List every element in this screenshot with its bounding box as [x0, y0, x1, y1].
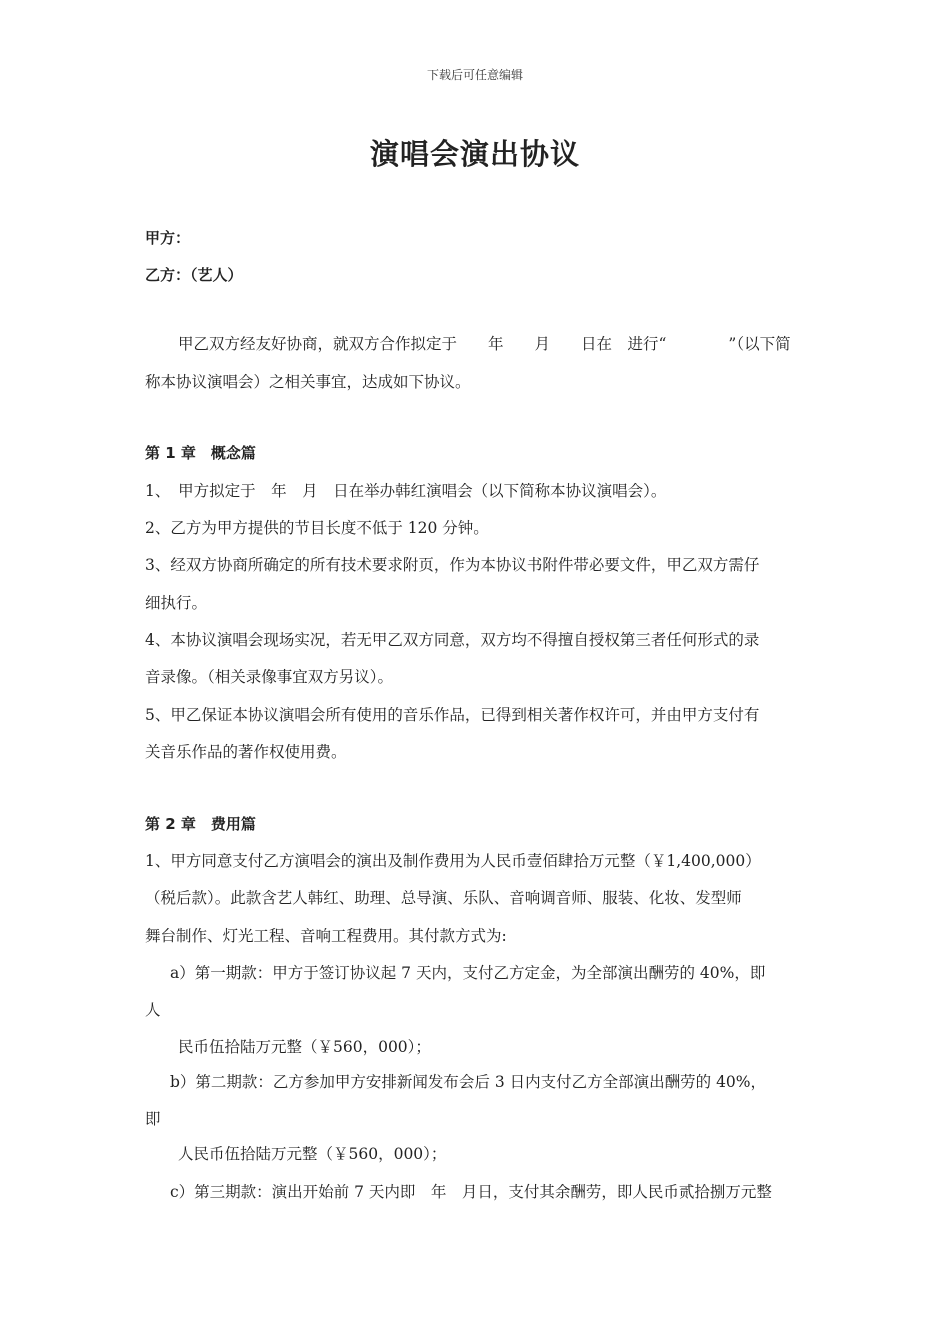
- chapter-1-line: 5、甲乙保证本协议演唱会所有使用的音乐作品，已得到相关著作权许可，并由甲方支付有: [145, 706, 760, 724]
- payment-a-line-3: 民币伍拾陆万元整（￥560，000）；: [178, 1038, 431, 1056]
- payment-c-line-1: c）第三期款：演出开始前 7 天内即 年 月日，支付其余酬劳，即人民币贰拾捌万元整: [170, 1183, 772, 1201]
- chapter-1-line: 2、乙方为甲方提供的节目长度不低于 120 分钟。: [145, 519, 489, 537]
- chapter-2-line: 1、甲方同意支付乙方演唱会的演出及制作费用为人民币壹佰肆拾万元整（￥1,400,000）: [145, 852, 761, 870]
- party-a-label: 甲方：: [145, 229, 191, 247]
- chapter-1-line: 关音乐作品的著作权使用费。: [145, 743, 347, 761]
- chapter-2-heading: 第 2 章 费用篇: [145, 815, 256, 833]
- payment-a-line-2: 人: [145, 1001, 161, 1019]
- chapter-2-line: （税后款）。此款含艺人韩红、助理、总导演、乐队、音响调音师、服装、化妆、发型师: [145, 889, 742, 907]
- intro-line-2: 称本协议演唱会）之相关事宜，达成如下协议。: [145, 373, 471, 391]
- document-title: 演唱会演出协议: [369, 137, 580, 171]
- chapter-1-line: 3、经双方协商所确定的所有技术要求附页，作为本协议书附件带必要文件，甲乙双方需仔: [145, 556, 760, 574]
- chapter-1-line: 4、本协议演唱会现场实况，若无甲乙双方同意，双方均不得擅自授权第三者任何形式的录: [145, 631, 760, 649]
- payment-b-line-1: b）第二期款：乙方参加甲方安排新闻发布会后 3 日内支付乙方全部演出酬劳的 40%，: [170, 1073, 767, 1091]
- payment-b-line-3: 人民币伍拾陆万元整（￥560，000）；: [178, 1145, 447, 1163]
- chapter-1-heading: 第 1 章 概念篇: [145, 444, 256, 462]
- chapter-1-line: 1、 甲方拟定于 年 月 日在举办韩红演唱会（以下简称本协议演唱会）。: [145, 482, 667, 500]
- chapter-1-line: 细执行。: [145, 594, 208, 612]
- payment-a-line-1: a）第一期款：甲方于签订协议起 7 天内，支付乙方定金，为全部演出酬劳的 40%，即: [170, 964, 766, 982]
- intro-line-1: 甲乙双方经友好协商，就双方合作拟定于 年 月 日在 进行“ ”（以下简: [178, 335, 791, 353]
- payment-b-line-2: 即: [145, 1110, 161, 1128]
- chapter-2-line: 舞台制作、灯光工程、音响工程费用。其付款方式为:: [145, 927, 507, 945]
- chapter-1-line: 音录像。（相关录像事宜双方另议）。: [145, 668, 394, 686]
- party-b-label: 乙方：（艺人）: [145, 266, 243, 284]
- header-note: 下载后可任意编辑: [426, 68, 523, 82]
